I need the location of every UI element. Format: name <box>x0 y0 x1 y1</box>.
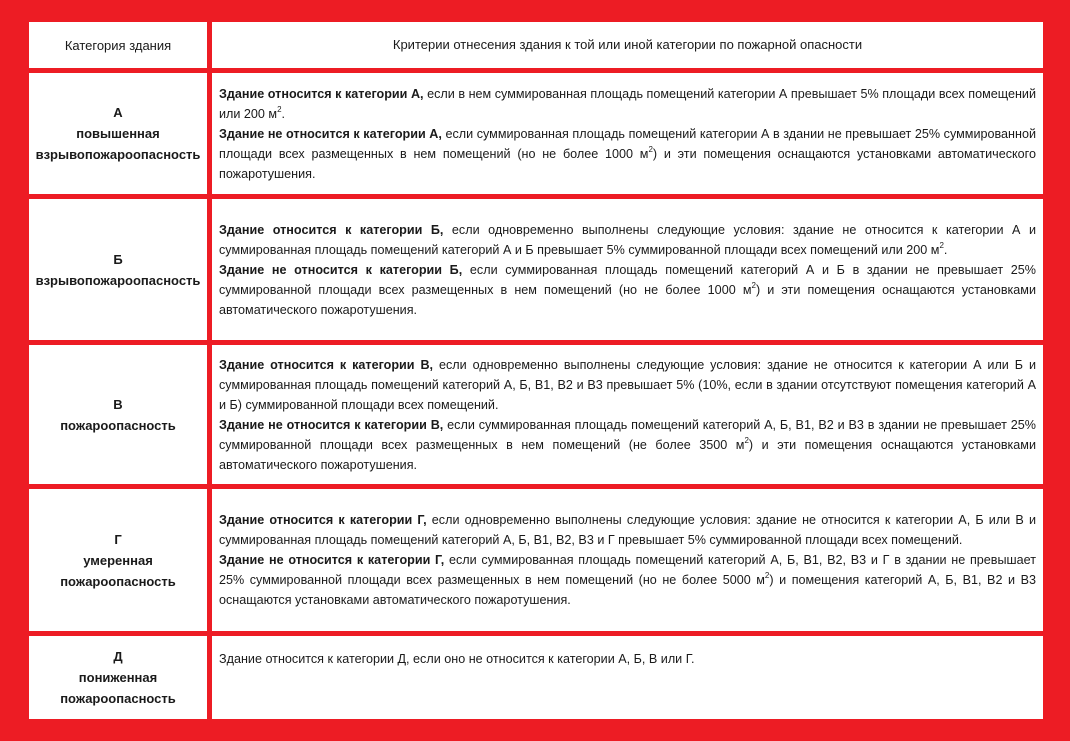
superscript: 2 <box>939 240 944 250</box>
criteria-b-cell <box>212 199 1043 340</box>
header-criteria <box>212 22 1043 68</box>
category-name-line: взрывопожароопасность <box>35 272 201 288</box>
category-letter: А <box>113 105 123 120</box>
criteria-bold: Здание не относится к категории Б, <box>219 262 463 277</box>
criteria-a-cell <box>212 73 1043 194</box>
superscript: 2 <box>277 104 282 114</box>
criteria-paragraph <box>219 550 1036 610</box>
criteria-bold: Здание не относится к категории Г, <box>219 553 445 567</box>
criteria-text-end: ) и эти помещения оснащаются установками автоматического пожаротушения. <box>219 437 1037 472</box>
criteria-text-end: . <box>943 242 948 257</box>
superscript: 2 <box>744 435 749 445</box>
category-letter: Д <box>113 649 123 664</box>
criteria-d-cell <box>212 636 1043 719</box>
category-a-cell <box>29 73 207 194</box>
criteria-bold: Здание относится к категории Б, <box>219 222 444 237</box>
criteria-v-cell <box>212 345 1043 484</box>
criteria-text: Здание относится к категории Д, если оно не относится к категории А, Б, В или Г. <box>219 652 695 666</box>
criteria-bold: Здание относится к категории А, <box>219 86 424 101</box>
criteria-text: если одновременно выполнены следующие условия: здание не относится к категории А, Б или В и суммированная площадь помещений категорий А, Б, В1, В2, В3 и Г превышает 5% суммированной площади всех помещений. <box>219 513 1036 547</box>
criteria-text: если в нем суммированная площадь помещений категории А превышает 5% площади всех помещений или 200 м <box>219 86 1036 121</box>
criteria-bold: Здание не относится к категории А, <box>219 126 442 141</box>
criteria-text: если суммированная площадь помещений категории А в здании не превышает 25% суммированной площади всех размещенных в нем помещений (но не более 1000 м <box>219 126 1036 161</box>
superscript: 2 <box>764 571 770 580</box>
criteria-bold: Здание относится к категории В, <box>219 357 434 372</box>
category-g-cell <box>29 489 207 631</box>
criteria-paragraph <box>219 260 1036 320</box>
category-name-line: пожароопасность <box>60 691 176 706</box>
criteria-text-end: . <box>281 106 286 121</box>
category-d-cell <box>29 636 207 719</box>
criteria-bold: Здание не относится к категории В, <box>219 417 444 432</box>
criteria-paragraph <box>219 220 1036 260</box>
category-v-cell <box>29 345 207 484</box>
header-category-label: Категория здания <box>64 37 172 53</box>
category-name-line: повышенная <box>76 126 160 141</box>
category-name-line: пониженная <box>78 670 158 685</box>
category-letter: Б <box>113 251 123 267</box>
criteria-paragraph <box>219 124 1036 184</box>
criteria-text: если суммированная площадь помещений категорий А, Б, В1, В2 и В3 в здании не превышает 25% суммированной площади всех размещенных в нем помещений (не более 3500 м <box>219 417 1036 452</box>
category-name-line: пожароопасность <box>60 573 176 589</box>
criteria-text: если суммированная площадь помещений категорий А, Б, В1, В2, В3 и Г в здании не превышает 25% суммированной площади всех размещенных в нем помещений (но не более 5000 м <box>219 553 1036 587</box>
category-letter: Г <box>114 531 122 547</box>
criteria-text: если суммированная площадь помещений категорий А и Б в здании не превышает 25% суммированной площади всех размещенных в нем помещений (но не более 1000 м <box>219 262 1036 297</box>
header-criteria-label: Критерии отнесения здания к той или иной категории по пожарной опасности <box>392 37 863 52</box>
criteria-paragraph <box>219 415 1036 475</box>
criteria-text-end: ) и эти помещения оснащаются установками автоматического пожаротушения. <box>219 282 1036 317</box>
category-name-line: взрывопожароопасность <box>35 147 201 162</box>
superscript: 2 <box>648 144 653 154</box>
criteria-paragraph <box>219 84 1036 124</box>
criteria-text-end: ) и помещения категорий А, Б, В1, В2 и В3 оснащаются установками автоматического пожаротушения. <box>219 573 1036 607</box>
criteria-paragraph <box>219 510 1036 550</box>
criteria-bold: Здание относится к категории Г, <box>219 513 427 527</box>
criteria-paragraph <box>219 355 1036 415</box>
category-b-cell <box>29 199 207 340</box>
criteria-g-cell <box>212 489 1043 631</box>
header-category <box>29 22 207 68</box>
category-name-line: пожароопасность <box>60 417 176 433</box>
category-name-line: умеренная <box>83 552 153 568</box>
category-letter: В <box>113 396 123 412</box>
fire-category-table <box>29 22 1043 719</box>
criteria-paragraph <box>219 649 1036 669</box>
criteria-text: если одновременно выполнены следующие условия: здание не относится к категории А или Б и суммированная площадь помещений категорий А, Б, В1, В2 и В3 превышает 5% (10%, если в здании отсутствуют помещения категорий А и Б) суммированной площади всех помещений. <box>219 357 1036 412</box>
criteria-text-end: ) и эти помещения оснащаются установками автоматического пожаротушения. <box>219 146 1036 181</box>
criteria-text: если одновременно выполнены следующие условия: здание не относится к категории А и суммированная площадь помещений категорий А и Б превышает 5% суммированной площади всех помещений или 200 м <box>219 222 1036 257</box>
superscript: 2 <box>751 280 756 290</box>
